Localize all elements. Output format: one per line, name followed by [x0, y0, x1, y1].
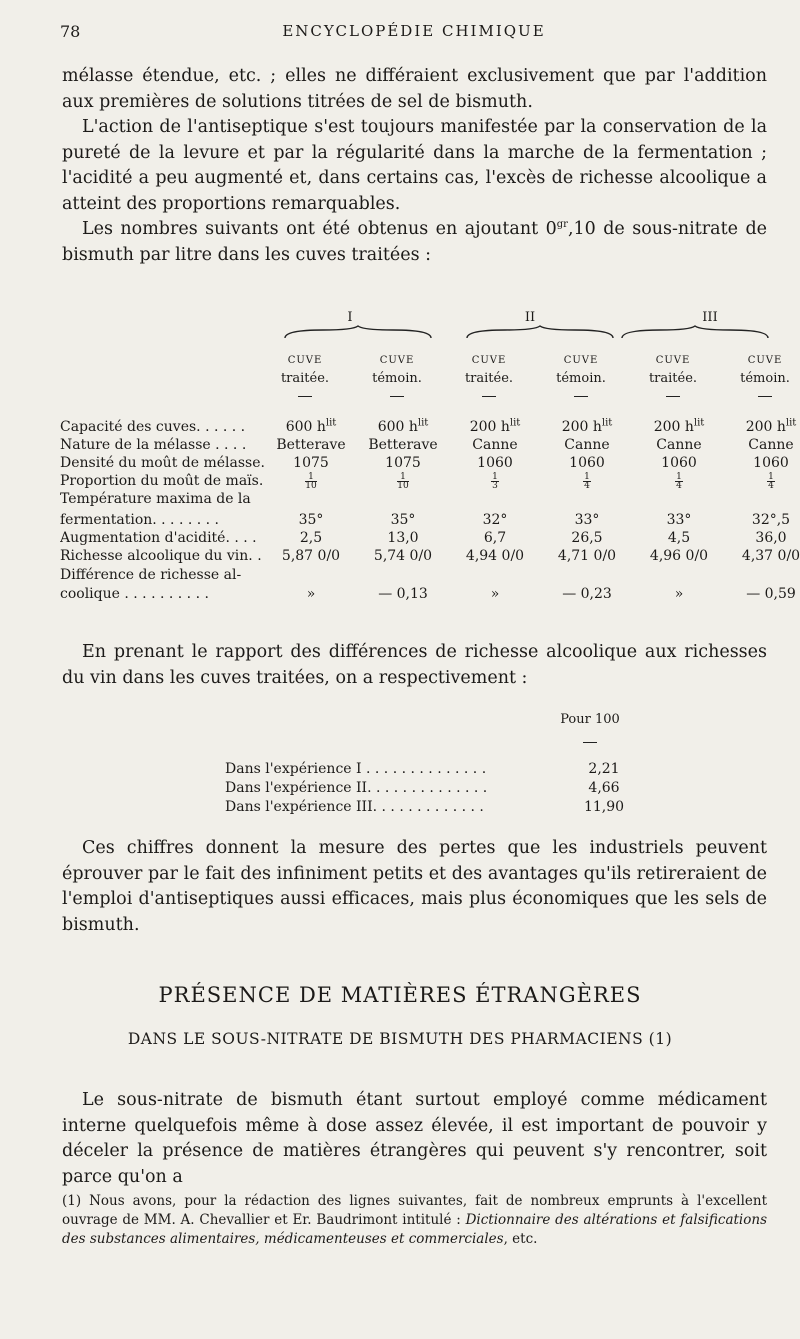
fraction-denominator: 10 [305, 480, 317, 491]
fraction [397, 473, 408, 490]
table-cell [357, 472, 449, 490]
paragraph-4: En prenant le rapport des différences de richesse alcoolique aux richesses du vin dans les cuves traitées, on a respectivement : [62, 642, 767, 688]
cell-value: 5,87 0/0 [281, 548, 341, 564]
cell-value: 200 h [653, 419, 694, 435]
table-cell [449, 547, 541, 565]
footnote [62, 1192, 767, 1249]
table-cell [541, 547, 633, 565]
cell-value: 600 h [377, 419, 418, 435]
row-label: Nature de la mélasse . . . . [60, 437, 247, 453]
page-number: 78 [60, 22, 81, 41]
fraction [675, 473, 683, 490]
column-dash [666, 396, 680, 397]
footnote-end: , etc. [503, 1231, 538, 1247]
column-header-word: CUVE [287, 355, 323, 366]
cell-value: 4,37 0/0 [741, 548, 800, 564]
ratio-value: 2,21 [588, 761, 620, 777]
unit-superscript: lit [417, 417, 429, 429]
fraction-denominator: 10 [397, 480, 409, 491]
fraction-denominator: 4 [768, 480, 774, 491]
cell-value: — 0,59 [746, 586, 796, 602]
running-title: ENCYCLOPÉDIE CHIMIQUE [282, 22, 546, 40]
table-cell [449, 529, 541, 547]
fraction-numerator: 1 [492, 471, 498, 482]
fraction-denominator: 4 [584, 480, 590, 491]
cell-value: 200 h [745, 419, 786, 435]
column-dash [482, 396, 496, 397]
cell-value: 200 h [469, 419, 510, 435]
row-label: Capacité des cuves. . . . . . [60, 419, 246, 435]
unit-superscript: lit [509, 417, 521, 429]
fraction [583, 473, 591, 490]
conclusion-text [62, 836, 767, 938]
table-cell [265, 529, 357, 547]
ratio-value: 11,90 [583, 799, 625, 815]
column-header-label: traitée. [280, 371, 330, 386]
cell-value: 35° [390, 512, 416, 528]
cell-value: 33° [574, 512, 600, 528]
paragraph-2: L'action de l'antiseptique s'est toujours manifestée par la conservation de la pureté de la levure et par la régularité dans la marche de la fermentation ; l'acidité a peu augmenté et, dans certains cas, l'excès de richesse alcoolique a atteint des proportions remarquables. [62, 117, 767, 214]
column-dash [390, 396, 404, 397]
column-header-label: témoin. [372, 371, 422, 386]
table-cell [265, 454, 357, 472]
row-label: Densité du moût de mélasse. [60, 455, 265, 471]
table-cell [541, 585, 633, 603]
cell-value: Betterave [276, 437, 346, 453]
section-subtitle: DANS LE SOUS-NITRATE DE BISMUTH DES PHARMACIENS (1) [127, 1030, 673, 1048]
table-cell [265, 547, 357, 565]
ratio-value: 4,66 [588, 780, 620, 796]
unit-superscript: lit [601, 417, 613, 429]
cell-value: 1060 [661, 455, 697, 471]
unit-superscript: lit [693, 417, 705, 429]
cell-value: 600 h [285, 419, 326, 435]
cell-value: 33° [666, 512, 692, 528]
table-cell [265, 511, 357, 529]
column-dash [758, 396, 772, 397]
row-label: Augmentation d'acidité. . . . [60, 530, 257, 546]
cell-value: — 0,13 [378, 586, 428, 602]
ratio-heading: Pour 100 [560, 712, 620, 727]
table-cell [265, 418, 357, 436]
unit-superscript: lit [785, 417, 797, 429]
table-cell [265, 472, 357, 490]
column-dash [298, 396, 312, 397]
page-header [60, 22, 768, 48]
table-cell [357, 585, 449, 603]
table-cell [633, 547, 725, 565]
cell-value: 4,94 0/0 [465, 548, 525, 564]
table-cell [541, 529, 633, 547]
table-cell [449, 418, 541, 436]
table-cell [725, 529, 800, 547]
column-header [536, 352, 626, 388]
table-cell [633, 436, 725, 454]
table-cell [725, 418, 800, 436]
table-cell [357, 511, 449, 529]
cell-value: 1060 [477, 455, 513, 471]
section-title: PRÉSENCE DE MATIÈRES ÉTRANGÈRES [158, 983, 642, 1007]
column-header [260, 352, 350, 388]
column-header [352, 352, 442, 388]
cell-value: 1060 [569, 455, 605, 471]
brace-group-ii [465, 324, 615, 342]
fraction [305, 473, 316, 490]
table-cell [357, 436, 449, 454]
table-cell [357, 547, 449, 565]
table-cell [357, 454, 449, 472]
fraction-denominator: 3 [492, 480, 498, 491]
column-dash [574, 396, 588, 397]
column-header-word: CUVE [471, 355, 507, 366]
table-cell [633, 529, 725, 547]
brace-group-iii [620, 324, 770, 342]
cell-value: 1060 [753, 455, 789, 471]
table-cell [725, 472, 800, 490]
fraction [767, 473, 775, 490]
paragraph-3-start: Les nombres suivants ont été obtenus en ajoutant 0 [82, 219, 557, 239]
cell-value: 6,7 [483, 530, 507, 546]
cell-value: Betterave [368, 437, 438, 453]
cell-value: 26,5 [571, 530, 603, 546]
cell-value: 32° [482, 512, 508, 528]
cell-value: » [674, 586, 684, 602]
fraction-numerator: 1 [584, 471, 590, 482]
table-cell [541, 454, 633, 472]
table-cell [541, 418, 633, 436]
cell-value: 35° [298, 512, 324, 528]
cell-value: » [490, 586, 500, 602]
column-header-label: témoin. [556, 371, 606, 386]
gram-unit: gr [556, 219, 568, 231]
fraction-numerator: 1 [397, 473, 408, 482]
table-cell [449, 472, 541, 490]
section-text [62, 1088, 767, 1190]
fraction-numerator: 1 [305, 473, 316, 482]
column-header-word: CUVE [655, 355, 691, 366]
ratio-dash [583, 742, 597, 743]
row-label: Différence de richesse al- [60, 567, 242, 583]
table-cell [265, 585, 357, 603]
group-label-i: I [347, 310, 353, 325]
cell-value: » [306, 586, 316, 602]
table-cell [633, 585, 725, 603]
table-cell [449, 511, 541, 529]
paragraph-1: mélasse étendue, etc. ; elles ne différaient exclusivement que par l'addition aux premières de solutions titrées de sel de bismuth. [62, 66, 767, 112]
paragraph-6: Le sous-nitrate de bismuth étant surtout employé comme médicament interne quelquefois même à dose assez élevée, il est important de pouvoir y déceler la présence de matières étrangères qui peuvent s'y rencontrer, soit parce qu'on a [62, 1090, 767, 1187]
cell-value: 2,5 [299, 530, 323, 546]
column-header [444, 352, 534, 388]
cell-value: 5,74 0/0 [373, 548, 433, 564]
table-cell [265, 436, 357, 454]
table-cell [449, 436, 541, 454]
cell-value: 13,0 [387, 530, 419, 546]
table-cell [541, 472, 633, 490]
ratio-label: Dans l'expérience II. . . . . . . . . . . . . . [225, 780, 488, 796]
column-header-word: CUVE [563, 355, 599, 366]
cell-value: 36,0 [755, 530, 787, 546]
cell-value: Canne [472, 437, 518, 453]
cell-value: Canne [656, 437, 702, 453]
table-cell [725, 547, 800, 565]
fraction-numerator: 1 [768, 471, 774, 482]
cell-value: — 0,23 [562, 586, 612, 602]
table-cell [633, 418, 725, 436]
paragraph-3-end: ,10 de sous-nitrate de bismuth par litre dans les cuves traitées : [62, 219, 768, 265]
table-cell [449, 585, 541, 603]
fraction [491, 473, 499, 490]
row-label: Température maxima de la [60, 491, 251, 507]
cell-value: 4,5 [667, 530, 691, 546]
row-label: coolique . . . . . . . . . . [60, 586, 209, 602]
ratio-intro [62, 640, 767, 691]
footnote-book-title: Dictionnaire des altérations et falsifications des substances alimentaires, médicamenteuses et commerciales [62, 1212, 767, 1247]
table-cell [725, 454, 800, 472]
cell-value: 1075 [293, 455, 329, 471]
table-cell [633, 454, 725, 472]
table-cell [541, 436, 633, 454]
cell-value: 4,71 0/0 [557, 548, 617, 564]
table-cell [357, 529, 449, 547]
cell-value: 200 h [561, 419, 602, 435]
table-cell [541, 511, 633, 529]
ratio-label: Dans l'expérience I . . . . . . . . . . . . . . [225, 761, 487, 777]
table-cell [725, 511, 800, 529]
table-cell [449, 454, 541, 472]
column-header-word: CUVE [379, 355, 415, 366]
table-cell [633, 472, 725, 490]
ratio-label: Dans l'expérience III. . . . . . . . . . . . . [225, 799, 484, 815]
footnote-text: (1) Nous avons, pour la rédaction des lignes suivantes, fait de nombreux emprunts à l'excellent ouvrage de MM. A. Chevallier et Er. Baudrimont intitulé : [62, 1193, 767, 1228]
column-header-word: CUVE [747, 355, 783, 366]
fraction-numerator: 1 [676, 471, 682, 482]
fraction-denominator: 4 [676, 480, 682, 491]
table-cell [357, 418, 449, 436]
cell-value: 1075 [385, 455, 421, 471]
intro-text [62, 64, 767, 268]
unit-superscript: lit [325, 417, 337, 429]
row-label: fermentation. . . . . . . . [60, 512, 220, 528]
results-table [60, 300, 800, 620]
group-label-ii: II [524, 310, 536, 325]
row-label: Proportion du moût de maïs. [60, 473, 264, 489]
cell-value: 32°,5 [751, 512, 791, 528]
column-header [720, 352, 800, 388]
row-label: Richesse alcoolique du vin. . [60, 548, 262, 564]
paragraph-5: Ces chiffres donnent la mesure des pertes que les industriels peuvent éprouver par le fait des infiniment petits et des avantages qu'ils retireraient de l'emploi d'antiseptiques aussi efficaces, mais plus économiques que les sels de bismuth. [62, 838, 767, 935]
table-cell [725, 436, 800, 454]
cell-value: 4,96 0/0 [649, 548, 709, 564]
column-header-label: traitée. [464, 371, 514, 386]
cell-value: Canne [564, 437, 610, 453]
column-header-label: témoin. [740, 371, 790, 386]
paragraph-3 [62, 217, 767, 268]
table-cell [725, 585, 800, 603]
column-header [628, 352, 718, 388]
brace-group-i [283, 324, 433, 342]
column-header-label: traitée. [648, 371, 698, 386]
group-label-iii: III [702, 310, 718, 325]
cell-value: Canne [748, 437, 794, 453]
table-cell [633, 511, 725, 529]
